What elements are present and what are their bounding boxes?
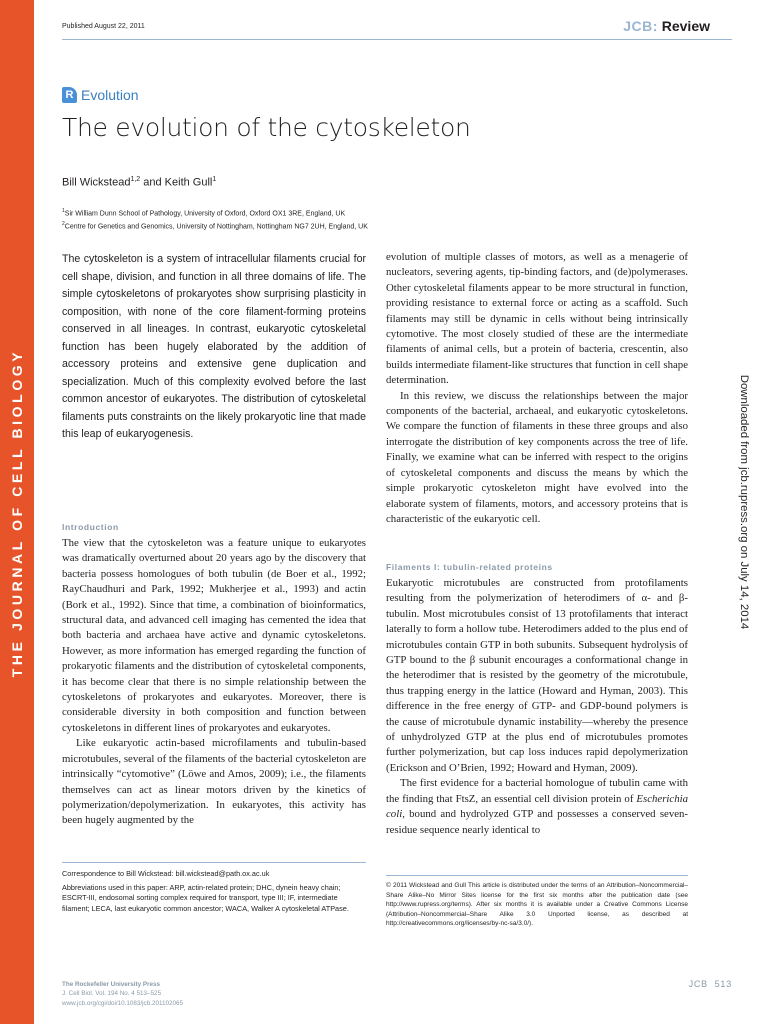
body-paragraph: Like eukaryotic actin-based microfilaments and tubulin-based microtubules, several of the filaments of the bacterial cytoskeleton are intrinsically “cytomotive” (Löwe and Amos, 2009); i.e., the filaments themselves can act as linear motors driven by the kinetics of polymerization/depolymerization. In eukaryotes, this activity has been hugely augmented by the <box>62 737 366 827</box>
journal-sidebar <box>0 0 34 1024</box>
affiliation-marker: 1,2 <box>130 176 141 183</box>
download-stamp: Downloaded from jcb.rupress.org on July 14, 2014 <box>738 374 750 630</box>
journal-abbrev: JCB: <box>623 18 658 34</box>
abstract: The cytoskeleton is a system of intracellular filaments crucial for cell shape, division, and function in all three domains of life. The simple cytoskeletons of prokaryotes show surprising plasticity in composition, with none of the core filament-forming proteins conserved in all lineages. In contrast, eukaryotic cytoskeletal function has been hugely elaborated by the addition of accessory proteins and extensive gene duplication and specialization. Much of this complexity evolved before the last common ancestor of eukaryotes. The distribution of cytoskeletal filaments puts constraints on the likely prokaryotic line that made this leap of eukaryogenesis. <box>62 253 366 440</box>
body-paragraph: Eukaryotic microtubules are constructed from protofilaments resulting from the polymerization of heterodimers of α- and β-tubulin. Most microtubules consist of 13 protofilaments that interact laterally to form a hollow tube. Heterodimers added to the plus end of microtubules contain GTP in both subunits. Subsequent hydrolysis of GTP bound to the β subunit encourages a conformational change in the heterodimer that is resisted by the geometry of the microtubule, thus trapping energy in the lattice (Howard and Hyman, 2003). This difference in the free energy of GTP- and GDP-bound polymers is the cause of microtubule dynamic instability—whereby the presence of unhydrolyzed GTP at the plus end of microtubules promotes further polymerization, but cap loss induces rapid depolymerization (Erickson and O’Brien, 1992; Howard and Hyman, 2009). <box>386 577 688 774</box>
section-label: Evolution <box>81 87 139 103</box>
affiliation-marker: 1 <box>212 176 217 183</box>
article-type: Review <box>661 18 710 34</box>
section-tag[interactable] <box>62 87 139 103</box>
body-paragraph: The first evidence for a bacterial homologue of tubulin came with the finding that FtsZ, an essential cell division protein of Escherichia coli, bound and hydrolyzed GTP and possesses a conserved seven-residue sequence nearly identical to <box>386 777 688 836</box>
body-paragraph: The view that the cytoskeleton was a feature unique to eukaryotes was dramatically overturned about 20 years ago by the discovery that bacteria possess homologues of both tubulin (de Boer et al., 1992; RayChaudhuri and Park, 1992; Mukherjee et al., 1993) and actin (Bork et al., 1992). Since that time, a combination of bioinformatics, structural data, and advanced cell imaging has cemented the idea that both bacteria and archaea have active and dynamic cytoskeletons. However, as more information has emerged regarding the function of prokaryotic filaments and the distribution of cytoskeletal components, it has become clear that there is no simple relationship between the cytoskeletons of prokaryotes and eukaryotes. Moreover, there is considerable diversity in both composition and function between cytoskeletons in different lines of prokaryotes and eukaryotes. <box>62 537 366 734</box>
article-title: The evolution of the cytoskeleton <box>62 113 471 142</box>
filaments-body <box>386 576 688 856</box>
r-icon: R <box>62 87 77 103</box>
affiliation-item: $^1$Sir William Dunn School of Pathology, University of Oxford, Oxford OX1 3RE, England, UK <box>62 208 346 218</box>
footer-journal: JCB <box>688 979 708 989</box>
introduction-body <box>62 536 366 854</box>
abbreviations-note: Abbreviations used in this paper: ARP, actin-related protein; DHC, dynein heavy chain; ESCRT-III, endosomal sorting complex required for transport, type III; IF, intermediate filament; LECA, last eukaryotic common ancestor; WACA, Walker A cytoskeletal ATPase. <box>62 883 349 913</box>
header-rule <box>62 39 732 40</box>
page-number: 513 <box>714 979 732 989</box>
page-number-footer <box>689 979 732 989</box>
body-paragraph: In this review, we discuss the relationships between the major components of the bacterial, archaeal, and eukaryotic cytoskeletons. We compare the function of filaments in these three groups and also interrogate the distribution of key components across the tree of life. Finally, we examine what can be inferred with respect to the origins of cytoskeletal components and discuss the means by which the simple prokaryotic cytoskeleton might have evolved into the elaborate system of filaments, motors, and accessory proteins that is characteristic of the eukaryotic cell. <box>386 389 688 525</box>
body-paragraph: evolution of multiple classes of motors, as well as a menagerie of nucleators, severing agents, tip-binding factors, and (de)polymerases. Other cytoskeletal filaments appear to be more structural in function, providing resistance to external force or acting as a scaffold. Such filaments may still be dynamic in cells without being intrinsically cytomotive. The most closely studied of these are the intermediate filaments of animal cells, but a protein of bacteria, crescentin, also builds intermediate filament-like structures that function in cell shape determination. <box>386 251 688 387</box>
license-rule <box>386 875 688 876</box>
affiliation-item: $^2$Centre for Genetics and Genomics, University of Nottingham, Nottingham NG7 2UH, England, UK <box>62 221 368 231</box>
author-name[interactable]: Bill Wickstead <box>62 176 131 189</box>
publication-footer <box>62 980 183 1008</box>
journal-name-vertical: THE JOURNAL OF CELL BIOLOGY <box>9 348 25 678</box>
species-name: Escherichia coli <box>386 792 688 821</box>
published-date: Published August 22, 2011 <box>62 23 145 30</box>
publisher-name: The Rockefeller University Press <box>62 981 160 988</box>
license-note: © 2011 Wickstead and Gull This article is distributed under the terms of an Attribution–Noncommercial–Share Alike–No Mirror Sites license for the first six months after the publication date (see http://www.rupress.org/terms). After six months it is available under a Creative Commons License (Attribution–Noncommercial–Share Alike 3.0 Unported license, as described at http://creativecommons.org/licenses/by-nc-sa/3.0/). <box>386 882 688 927</box>
author-name[interactable]: Keith Gull <box>164 176 213 189</box>
citation: J. Cell Biol. Vol. 194 No. 4 513–525 <box>62 990 162 998</box>
footnote-rule <box>62 862 366 863</box>
right-column-body <box>386 250 688 527</box>
doi-link[interactable]: www.jcb.org/cgi/doi/10.1083/jcb.201102065 <box>62 999 184 1007</box>
author-joiner: and <box>140 176 165 189</box>
section-heading-introduction: Introduction <box>62 522 119 532</box>
correspondence-note[interactable]: Correspondence to Bill Wickstead: bill.wickstead@path.ox.ac.uk <box>62 869 270 878</box>
affiliations <box>62 206 368 233</box>
journal-section-header <box>623 18 710 34</box>
author-list <box>62 176 216 189</box>
section-heading-filaments: Filaments I: tubulin-related proteins <box>386 562 553 572</box>
